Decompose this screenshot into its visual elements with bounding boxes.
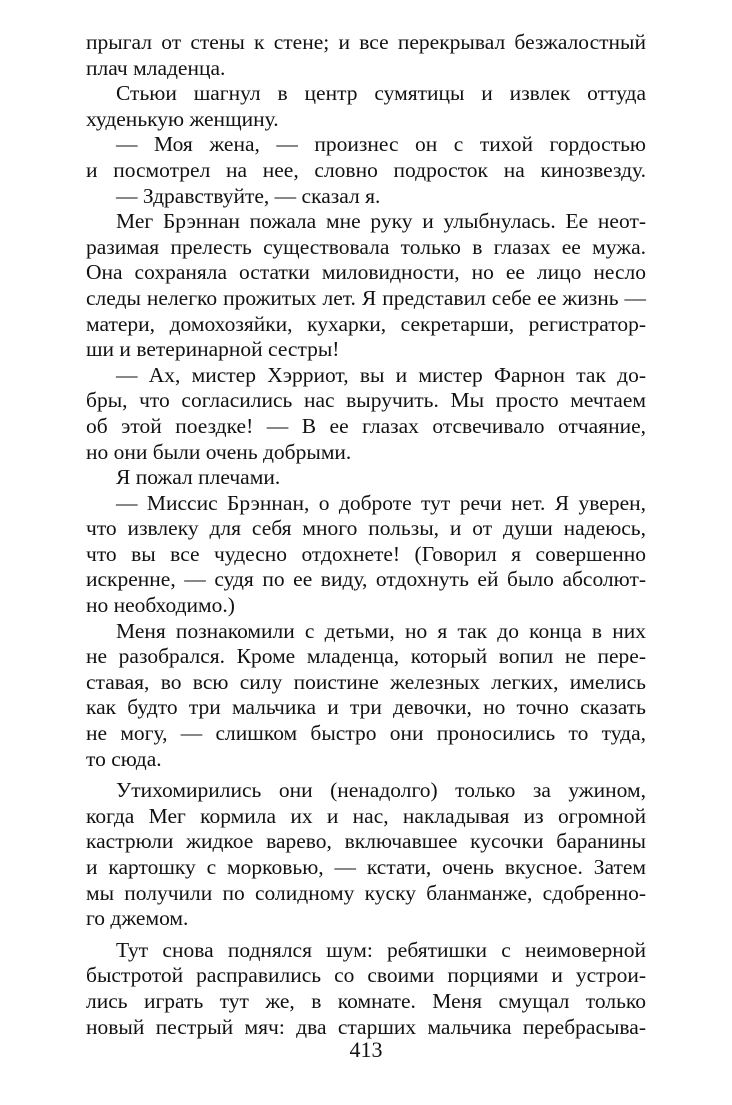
text-line: Мег Брэннан пожала мне руку и улыбнулась. Ее неот- [116,209,646,234]
text-line: об этой поездке! — В ее глазах отсвечивало отчаяние, [86,413,646,438]
text-line: худенькую женщину. [86,106,279,131]
text-line: бры, что согласились нас выручить. Мы просто мечтаем [86,388,646,413]
text-line: и картошку с морковью, — кстати, очень вкусное. Затем [86,855,646,879]
text-line: — Миссис Брэннан, о доброте тут речи нет. Я уверен, [116,490,646,515]
text-line: Она сохраняла остатки миловидности, но ее лицо несло [86,260,646,285]
text-line: не могу, — слишком быстро они проносились то туда, [86,721,646,746]
text-line: кастрюли жидкое варево, включавшее кусочки баранины [86,829,646,854]
page-text [86,30,646,1040]
text-line: но они были очень добрыми. [86,439,352,464]
text-line: искренне, — судя по ее виду, отдохнуть ей было абсолют- [86,567,646,592]
text-line: не разобрался. Кроме младенца, который вопил не пере- [86,644,646,669]
text-line: матери, домохозяйки, кухарки, секретарши, регистратор- [86,311,646,336]
text-line: плач младенца. [86,55,226,80]
text-line: следы нелегко прожитых лет. Я представил себе ее жизнь — [86,285,646,310]
text-line: Стьюи шагнул в центр сумятицы и извлек оттуда [116,81,646,106]
text-line: что вы все чудесно отдохнете! (Говорил я совершенно [86,541,646,566]
text-line: то сюда. [86,746,162,771]
text-line: — Моя жена, — произнес он с тихой гордостью [116,132,646,157]
text-line: как будто три мальчика и три девочки, но точно сказать [86,695,646,720]
text-line: когда Мег кормила их и нас, накладывая из огромной [86,803,646,828]
text-line: разимая прелесть существовала только в глазах ее мужа. [86,234,646,259]
text-line: что извлеку для себя много пользы, и от души надеюсь, [86,516,646,541]
text-line: Утихомирились они (ненадолго) только за ужином, [116,778,646,803]
text-line: Тут снова поднялся шум: ребятишки с неимоверной [116,937,646,962]
text-line: го джемом. [86,906,189,931]
text-line: мы получили по солидному куску бланманже, сдобренно- [86,880,646,905]
text-line: новый пестрый мяч: два старших мальчика перебрасыва- [86,1014,646,1039]
text-line: Меня познакомили с детьми, но я так до конца в них [116,618,646,643]
text-line: и посмотрел на нее, словно подросток на кинозвезду. [86,157,646,182]
text-line: лись играть тут же, в комнате. Меня смущал только [86,988,646,1013]
text-line: быстротой расправились со своими порциями и устрои- [86,963,646,988]
page-number: 413 [349,1037,383,1062]
text-line: — Ах, мистер Хэрриот, вы и мистер Фарнон так до- [116,362,646,387]
text-line: но необходимо.) [86,593,235,618]
text-line: — Здравствуйте, — сказал я. [116,183,381,208]
text-line: ставая, во всю силу поистине железных легких, имелись [86,669,646,694]
text-line: прыгал от стены к стене; и все перекрывал безжалостный [86,30,646,54]
text-line: ши и ветеринарной сестры! [86,337,340,362]
text-line: Я пожал плечами. [116,465,281,490]
